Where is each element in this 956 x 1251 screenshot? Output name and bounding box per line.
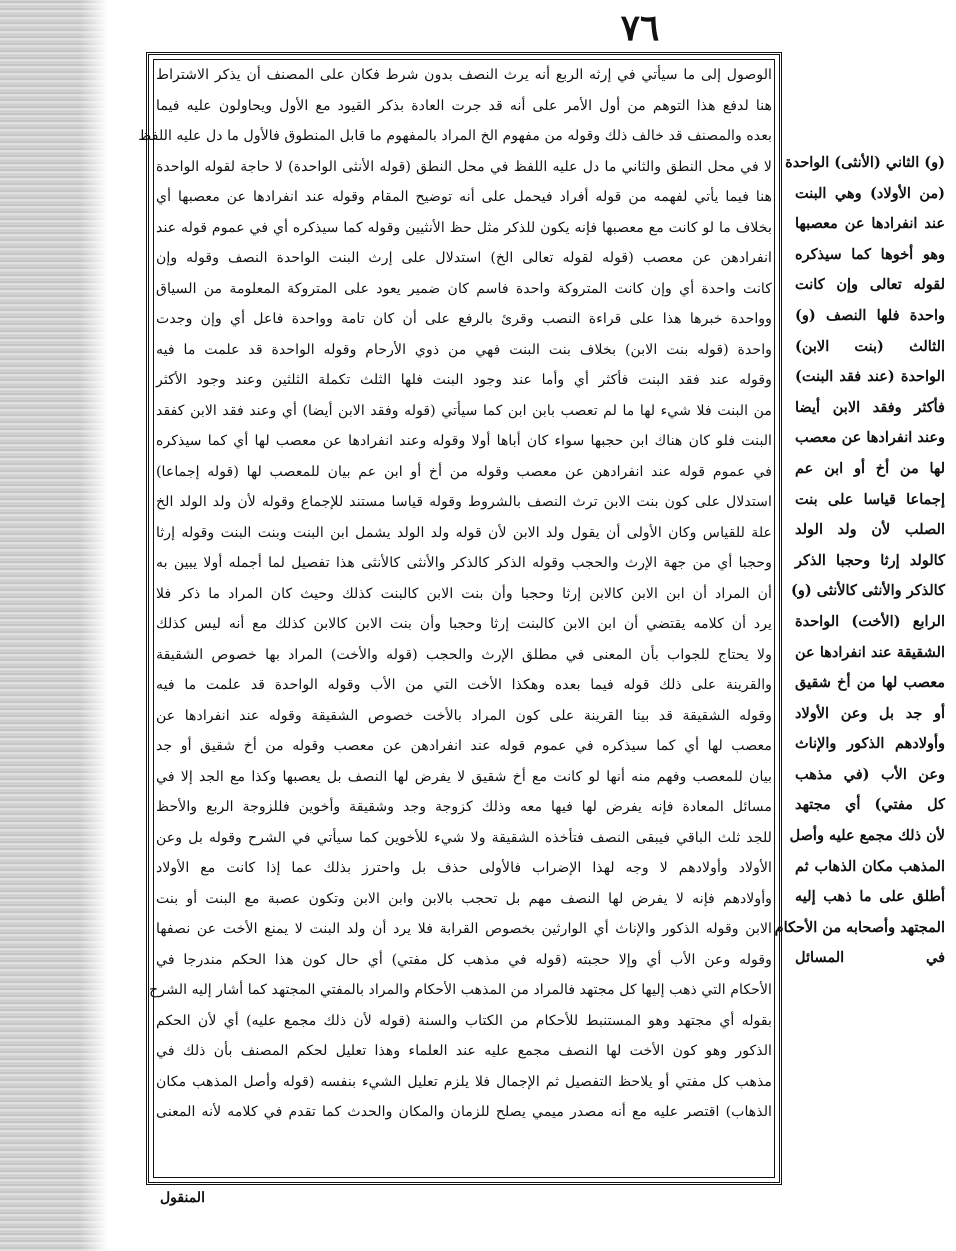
margin-line: وهو أخوها كما سيذكره (795, 245, 945, 263)
margin-matn-text-block (774, 148, 945, 974)
margin-line: (من الأولاد) وهي البنت (795, 184, 945, 202)
margin-line: وعند انفرادها عن معصب (795, 429, 945, 447)
commentary-line: بقوله أي مجتهد وهو المستنبط للأحكام من الكتاب والسنة (قوله لأن ذلك مجمع عليه) أي لأن الحكم (156, 1012, 772, 1029)
margin-line: لقوله تعالى وإن كانت (795, 276, 945, 294)
scan-edge-fade (80, 0, 108, 1251)
commentary-line: من البنت فلا شيء لها ما لم تعصب بابن ابن كما سيأتي (قوله وفقد الابن أيضا) أي وعند فقد الابن كفقد (156, 402, 772, 419)
margin-line: معصب لها من أخ شقيق (795, 674, 945, 692)
commentary-line: وقوله عند فقد البنت فأكثر أي وأما عند وجود البنت فلها الثلث تكملة الثلثين وعند وجود الأكثر (156, 372, 772, 388)
commentary-line: الأحكام التي ذهب إليها كل مجتهد فالمراد من المذهب الأحكام والمراد بالمفتي المجتهد كما أشار إليه الشرح (149, 982, 772, 998)
commentary-line: للجد ثلث الباقي فيبقى النصف فتأخذه الشقيقة ولا شيء للأخوين كما سيأتي في الشرح وقوله بل وعن (156, 829, 772, 846)
margin-line: (و) الثاني (الأنثى) الواحدة (785, 154, 945, 171)
commentary-line: انفرادهن عن معصب (قوله لقوله تعالى الخ) استدلال على إرث البنت الواحدة النصف وقوله وإن (156, 250, 772, 266)
margin-line: كالولد إرثا وحجبا الذكر (795, 551, 945, 569)
commentary-line: أن المراد أن ابن الابن كالابن إرثا وحجبا وأن بنت الابن كالبنت كذلك وحيث كان المراد ما ذكر فلا (156, 585, 772, 602)
commentary-line: في عموم قوله عند انفرادهن عن معصب وقوله من أخ أو ابن عم بيان للمعصب لها (قوله إجماعا) (156, 463, 772, 480)
catchword: المنقول (160, 1190, 205, 1206)
margin-line: إجماعا قياسا على بنت (795, 490, 945, 508)
commentary-line: بخلاف ما لو كانت مع معصبها فإنه يكون للذكر مثل حظ الأنثيين وقوله كما سيذكره أي في عموم قوله عند (156, 219, 772, 236)
margin-line: المجتهد وأصحابه من الأحكام (774, 918, 945, 936)
commentary-line: الوصول إلى ما سيأتي في إرثه الربع أنه يرث النصف بدون شرط فكان على المصنف أن يذكر الاشتراط (156, 67, 772, 83)
margin-line: الصلب لأن ولد الولد (795, 521, 945, 539)
margin-line: لأن ذلك مجمع عليه وأصل (789, 827, 945, 845)
margin-line: المذهب مكان الذهاب ثم (795, 857, 945, 875)
margin-line: وعن الأب (في مذهب (795, 765, 945, 783)
commentary-line: معصب لها أي كما سيذكره في عموم قوله عند انفرادهن عن معصب وقوله من أخ شقيق أو جد (156, 738, 772, 754)
margin-line: كالذكر والأنثى كالأنثى (و) (790, 582, 945, 600)
page-number: ٧٦ (620, 7, 660, 49)
commentary-line: يرد أن كلامه يقتضي أن ابن الابن كالبنت إرثا وحجبا وأن بنت الابن كالابن كذلك مع أنه ليس كذلك (156, 616, 772, 632)
commentary-line: بيان للمعصب وفهم منه أنها لو كانت مع أخ شقيق لا يفرض لها النصف بل يعصبها وكذا مع الجد إلا في (156, 768, 772, 785)
commentary-line: البنت فلو كان هناك ابن حجبها سواء كان أباها أولا وقوله وعند انفرادها عن معصب لها أي كما سيذكره (156, 433, 772, 449)
commentary-line: وقوله الشقيقة قد بينا القرينة على كون المراد بالأخت خصوص الشقيقة وقوله عند انفرادها عن (156, 707, 772, 724)
margin-line: أو جد بل وعن الأولاد (795, 704, 945, 722)
commentary-line: استدلال على كون بنت الابن ترث النصف بالشروط وقوله قياسا مستند للإجماع وقوله لأن ولد الولد الخ (156, 494, 772, 510)
margin-line: واحدة فلها النصف (و) (795, 306, 945, 324)
margin-line: الواحدة (عند فقد البنت) (795, 368, 945, 386)
margin-line: أطلق على ما ذهب إليه (795, 888, 945, 906)
commentary-line: الابن وقوله الذكور والإناث أي الوارثين بخصوص القرابة فلا يرد أن ولد البنت لا يمنع الأخت عن نصفها (156, 921, 772, 937)
margin-line: الرابع (الأخت) الواحدة (795, 612, 945, 630)
commentary-line: والقرينة على ذلك قوله فيما بعده وهكذا الأخت التي من الأب وقوله الواحدة قد علمت ما فيه (156, 677, 772, 693)
margin-line: كل مفتي) أي مجتهد (795, 796, 945, 814)
commentary-line: وواحدة خبرها هذا على قراءة النصب وقرئ بالرفع على أن كان تامة وواحدة فاعل أي وإن وجدت (156, 311, 772, 327)
margin-line: وأولادهم الذكور والإناث (795, 735, 945, 753)
commentary-line: وأولادهم فإنه لا يفرض لها النصف مهم بل تحجب بالابن وابن الابن وتكون عصبة مع البنت أو بنت (156, 890, 772, 907)
margin-line: الثالث (بنت الابن) (795, 337, 945, 355)
commentary-line: ولا يحتاج للجواب بأن المعنى في مطلق الإرث والحجب (قوله والأخت) المراد بها خصوص الشقيقة (156, 646, 772, 663)
margin-line: لها من أخ أو ابن عم (795, 459, 945, 477)
commentary-line: الأولاد وأولادهم لا وجه لهذا الإضراب فالأولى حذف بل واحترز بذلك عما إذا كانت مع الأولاد (156, 860, 772, 876)
commentary-line: الذكور وهو كون الأخت لها النصف مجمع عليه عند العلماء وهذا تعليل لحكم المصنف بأن ذلك في (156, 1043, 772, 1059)
margin-line: فأكثر وفقد الابن أيضا (795, 398, 945, 416)
commentary-line: وقوله وعن الأب أي وإلا حجبته (قوله في مذهب كل مفتي) أي حال كون هذا الحكم مندرجا في (156, 951, 772, 968)
scan-edge-shadow (0, 0, 108, 1251)
commentary-line: هنا لدفع هذا التوهم من أول الأمر على أنه قد جرت العادة بذكر القيود مع الأول ويحاولون عليه فيما (156, 97, 772, 114)
commentary-line: مذهب كل مفتي أو يلاحظ التفصيل ثم الإجمال فلا يلزم تعليل الشيء بنفسه (قوله وأصل المذهب مكان (156, 1073, 772, 1090)
commentary-line: علة للقياس وكان الأولى أن يقول ولد الابن لأن قوله ولد الولد يشمل ابن البنت وبنت البنت وقوله إرثا (156, 524, 772, 541)
commentary-line: مسائل المعادة فإنه يفرض لها فيها معه وذلك كزوجة وجد وشقيقة وأخوين فللزوجة الربع والأحظ (156, 799, 772, 815)
commentary-line: لا في محل النطق والثاني ما دل عليه اللفظ في محل النطق (قوله الأنثى الواحدة) لا حاجة لقوله الواحدة (156, 158, 772, 175)
commentary-line: هنا فيما يأتي لفهمه من قوله أفراد فيحمل على أنه توضيح المقام وقوله عند انفرادها عن معصبها أي (156, 189, 772, 205)
margin-line: الشقيقة عند انفرادها عن (795, 643, 945, 661)
margin-line: في المسائل (795, 949, 945, 967)
commentary-line: بعده والمصنف قد خالف ذلك وقوله من مفهوم الخ المراد بالمفهوم ما قابل المنطوق فالأول ما دل عليه اللفظ (138, 128, 772, 144)
commentary-line: وحجبا أي من جهة الإرث والحجب وقوله الذكر كالذكر والأنثى كالأنثى هذا تفصيل لما أجمله أولا يبين به (156, 555, 772, 571)
commentary-line: الذهاب) اقتصر عليه مع أنه مصدر ميمي يصلح للزمان والمكان والحدث كما تقدم في كلامه لأنه المعنى (156, 1104, 772, 1120)
commentary-line: واحدة (قوله بنت الابن) بخلاف بنت البنت فهي من ذوي الأرحام وقوله الواحدة قد علمت ما فيه (156, 341, 772, 358)
commentary-text-block (138, 60, 772, 1128)
commentary-line: كانت واحدة أي وإن كانت المتروكة واحدة فاسم كان ضمير يعود على المتروكة المعلومة من السياق (156, 280, 772, 297)
margin-line: عند انفرادها عن معصبها (795, 215, 945, 233)
